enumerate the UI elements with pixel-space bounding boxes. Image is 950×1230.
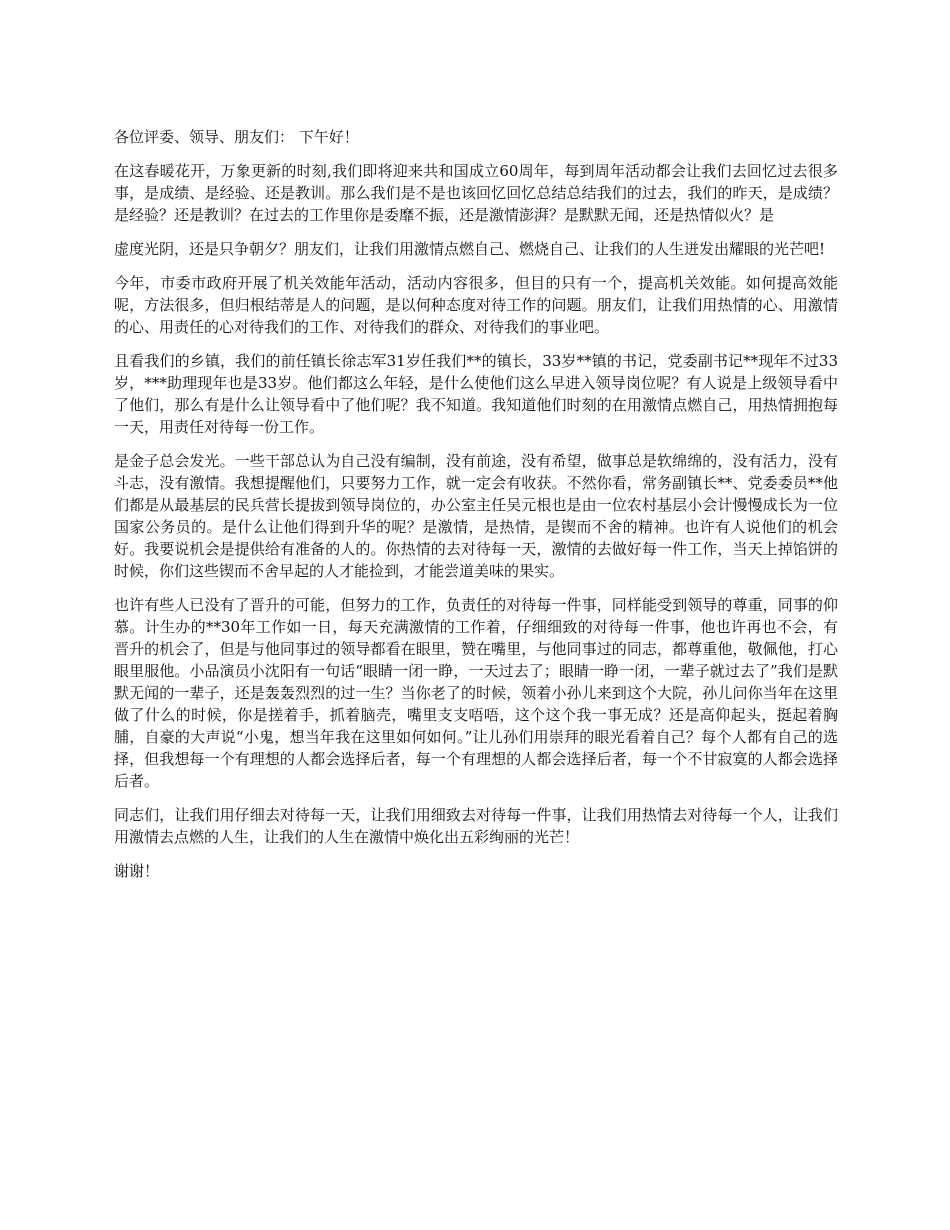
body-paragraph: 同志们，让我们用仔细去对待每一天，让我们用细致去对待每一件事，让我们用热情去对待每一个人，让我们用激情去点燃的人生，让我们的人生在激情中焕化出五彩绚丽的光芒！ bbox=[114, 806, 838, 846]
body-paragraph: 虚度光阴，还是只争朝夕？朋友们，让我们用激情点燃自己、燃烧自己、让我们的人生迸发出耀眼的光芒吧! bbox=[114, 240, 826, 258]
body-paragraph: 也许有些人已没有了晋升的可能，但努力的工作，负责任的对待每一件事，同样能受到领导的尊重，同事的仰慕。计生办的**30年工作如一日，每天充满激情的工作着，仔细细致的对待每一件事，他也许再也不会，有晋升的机会了，但是与他同事过的领导都看在眼里，赞在嘴里，与他同事过的同志，都尊重他，敬佩他，打心眼里服他。小品演员小沈阳有一句话“眼睛一闭一睁，一天过去了；眼睛一睁一闭，一辈子就过去了”我们是默默无闻的一辈子，还是轰轰烈烈的过一生？当你老了的时候，领着小孙儿来到这个大院，孙儿问你当年在这里做了什么的时候，你是搓着手，抓着脑壳，嘴里支支唔唔，这个这个我一事无成？还是高仰起头，挺起着胸脯，自豪的大声说“小鬼，想当年我在这里如何如何。”让儿孙们用崇拜的眼光看着自己？每个人都有自己的选择，但我想每一个有理想的人都会选择后者，每一个有理想的人都会选择后者，每一个不甘寂寞的人都会选择后者。 bbox=[114, 596, 838, 790]
body-paragraph: 且看我们的乡镇，我们的前任镇长徐志军31岁任我们**的镇长，33岁**镇的书记，党委副书记**现年不过33岁，***助理现年也是33岁。他们都这么年轻，是什么使他们这么早进入领导岗位呢？有人说是上级领导看中了他们，那么有是什么让领导看中了他们呢？我不知道。我知道他们时刻的在用激情点燃自己，用热情拥抱每一天，用责任对待每一份工作。 bbox=[114, 352, 838, 436]
closing-paragraph: 谢谢！ bbox=[114, 862, 160, 880]
greeting-paragraph: 各位评委、领导、朋友们： 下午好！ bbox=[114, 128, 359, 146]
body-paragraph: 是金子总会发光。一些干部总认为自己没有编制，没有前途，没有希望，做事总是软绵绵的，没有活力，没有斗志，没有激情。我想提醒他们，只要努力工作，就一定会有收获。不然你看，常务副镇长**、党委委员**他们都是从最基层的民兵营长提拔到领导岗位的，办公室主任吴元根也是由一位农村基层小会计慢慢成长为一位国家公务员的。是什么让他们得到升华的呢？是激情，是热情，是锲而不舍的精神。也许有人说他们的机会好。我要说机会是提供给有准备的人的。你热情的去对待每一天，激情的去做好每一件工作，当天上掉馅饼的时候，你们这些锲而不舍早起的人才能捡到，才能尝道美味的果实。 bbox=[114, 452, 838, 580]
body-paragraph: 今年，市委市政府开展了机关效能年活动，活动内容很多，但目的只有一个，提高机关效能。如何提高效能呢，方法很多，但归根结蒂是人的问题，是以何种态度对待工作的问题。朋友们，让我们用热情的心、用激情的心、用责任的心对待我们的工作、对待我们的群众、对待我们的事业吧。 bbox=[114, 274, 838, 336]
body-paragraph: 在这春暖花开，万象更新的时刻,我们即将迎来共和国成立60周年，每到周年活动都会让我们去回忆过去很多事，是成绩、是经验、还是教训。那么我们是不是也该回忆回忆总结总结我们的过去，我们的昨天，是成绩？是经验？还是教训？在过去的工作里你是委靡不振，还是激情澎湃？是默默无闻，还是热情似火？是 bbox=[114, 162, 838, 224]
document-body bbox=[114, 126, 838, 894]
